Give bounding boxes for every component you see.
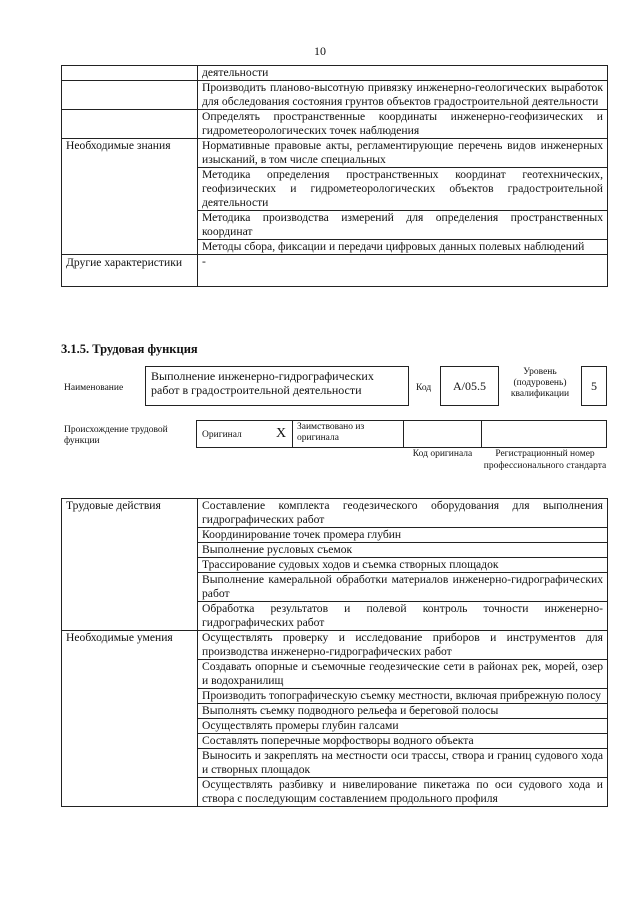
row-text: Осуществлять промеры глубин галсами (198, 719, 608, 734)
origin-divider (481, 420, 482, 448)
row-text: - (198, 255, 608, 287)
level-value: 5 (591, 379, 597, 393)
code-original-caption: Код оригинала (412, 449, 473, 459)
table-row (62, 255, 608, 287)
actions-skills-table (61, 498, 608, 807)
row-label-knowledge: Необходимые знания (62, 139, 198, 255)
section-title: 3.1.5. Трудовая функция (61, 342, 198, 356)
row-text: Производить планово-высотную привязку инженерно-геологических выработок для обследования состояния грунтов объектов градостроительной деятельности (198, 81, 608, 110)
row-text: Выполнение камеральной обработки материалов инженерно-гидрографических работ (198, 573, 608, 602)
row-text: Методика производства измерений для определения пространственных координат (198, 211, 608, 240)
origin-divider (403, 420, 404, 448)
row-text: Выполнение русловых съемок (198, 543, 608, 558)
page-number: 10 (314, 44, 326, 58)
row-text: Создавать опорные и съемочные геодезические сети в районах рек, морей, озер и водохранилищ (198, 660, 608, 689)
origin-box (196, 420, 607, 448)
row-label (62, 81, 198, 110)
code-value: А/05.5 (453, 379, 486, 393)
origin-label: Происхождение трудовой функции (64, 425, 168, 446)
row-text: Определять пространственные координаты инженерно-геофизических и гидрометеорологических точек наблюдения (198, 110, 608, 139)
row-text: Трассирование судовых ходов и съемка створных площадок (198, 558, 608, 573)
origin-divider (292, 420, 293, 448)
knowledge-table (61, 65, 608, 287)
reg-number-caption: Регистрационный номер профессионального стандарта (483, 449, 607, 471)
row-text: Нормативные правовые акты, регламентирующие перечень видов инженерных изысканий, в том числе специальных (198, 139, 608, 168)
row-text: Составление комплекта геодезического оборудования для выполнения гидрографических работ (198, 499, 608, 528)
row-text: Выносить и закреплять на местности оси трассы, створа и границ судового хода и створных площадок (198, 749, 608, 778)
row-text: Координирование точек промера глубин (198, 528, 608, 543)
borrowed-label: Заимствовано из оригинала (297, 422, 365, 443)
row-text: Обработка результатов и полевой контроль точности инженерно-гидрографических работ (198, 602, 608, 631)
original-label: Оригинал (202, 430, 242, 440)
row-text: Осуществлять проверку и исследование приборов и инструментов для производства инженерно-гидрографических работ (198, 631, 608, 660)
table-row (62, 499, 608, 528)
table-row (62, 66, 608, 81)
row-label (62, 110, 198, 139)
row-label (62, 66, 198, 81)
table-row (62, 139, 608, 168)
row-label-other: Другие характеристики (62, 255, 198, 287)
level-label: Уровень (подуровень) квалификации (510, 367, 570, 399)
name-value: Выполнение инженерно-гидрографических работ в градостроительной деятельности (151, 369, 374, 397)
original-mark: X (276, 426, 287, 441)
row-text: Составлять поперечные морфостворы водного объекта (198, 734, 608, 749)
row-text: деятельности (198, 66, 608, 81)
row-text: Производить топографическую съемку местности, включая прибрежную полосу (198, 689, 608, 704)
code-label: Код (416, 383, 432, 393)
row-label-actions: Трудовые действия (62, 499, 198, 631)
row-text: Методика определения пространственных координат геотехнических, геофизических и гидрометеорологических объектов градостроительной деятельности (198, 168, 608, 211)
row-label-skills: Необходимые умения (62, 631, 198, 807)
row-text: Осуществлять разбивку и нивелирование пикетажа по оси судового хода и створа с последующим составлением продольного профиля (198, 778, 608, 807)
table-row (62, 631, 608, 660)
row-text: Выполнять съемку подводного рельефа и береговой полосы (198, 704, 608, 719)
table-row (62, 81, 608, 110)
row-text: Методы сбора, фиксации и передачи цифровых данных полевых наблюдений (198, 240, 608, 255)
name-label: Наименование (64, 383, 124, 393)
table-row (62, 110, 608, 139)
